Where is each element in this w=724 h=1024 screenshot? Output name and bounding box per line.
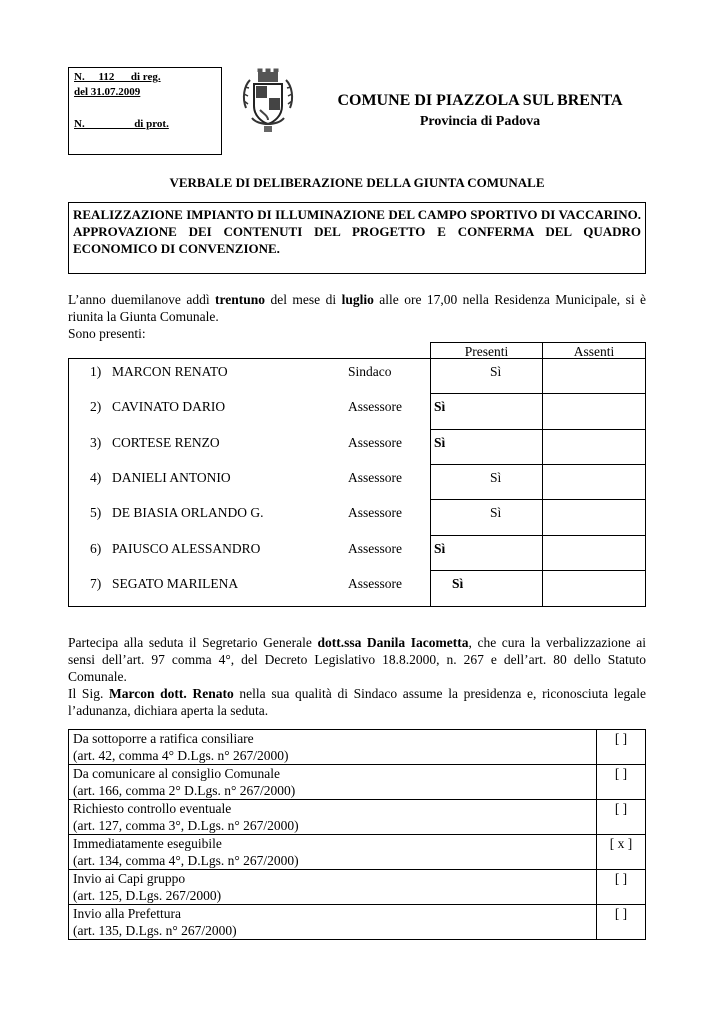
member-role: Assessore xyxy=(348,399,402,415)
attendance-row xyxy=(68,468,646,503)
member-name: MARCON RENATO xyxy=(112,364,228,379)
mayor-line-2: l’adunanza, dichiara aperta la seduta. xyxy=(68,703,269,718)
procedure-option-row xyxy=(69,730,646,765)
member-name: DANIELI ANTONIO xyxy=(112,469,231,485)
protocol-number: N. di prot. xyxy=(74,118,169,130)
cell-divider xyxy=(430,393,646,394)
procedure-option-row xyxy=(69,765,646,800)
secretary-line-1 xyxy=(68,634,646,651)
member-number: 7) xyxy=(90,575,102,591)
register-date: del 31.07.2009 xyxy=(74,86,141,98)
secretary-paragraph xyxy=(68,634,646,719)
subject-box xyxy=(68,202,646,274)
intro-line-3: Sono presenti: xyxy=(68,326,146,341)
option-reference: (art. 127, comma 3°, D.Lgs. n° 267/2000) xyxy=(73,818,299,833)
member-name: CAVINATO DARIO xyxy=(112,399,226,415)
option-title: Invio alla Prefettura xyxy=(73,906,181,921)
option-title: Invio ai Capi gruppo xyxy=(73,871,186,886)
member-role: Assessore xyxy=(348,469,402,485)
intro-month: luglio xyxy=(341,292,374,307)
member-name: CORTESE RENZO xyxy=(112,434,220,450)
member-role: Assessore xyxy=(348,434,402,450)
procedure-option-row xyxy=(69,870,646,905)
subject-text: REALIZZAZIONE IMPIANTO DI ILLUMINAZIONE DEL CAMPO SPORTIVO DI VACCARINO. APPROVAZIONE DEI CONTENUTI DEL PROGETTO E CONFERMA DEL QUADRO ECONOMICO DI CONVENZIONE. xyxy=(73,207,641,256)
option-reference: (art. 134, comma 4°, D.Lgs. n° 267/2000) xyxy=(73,853,299,868)
member-number: 6) xyxy=(90,540,102,556)
member-number: 4) xyxy=(90,469,102,485)
option-reference: (art. 166, comma 2° D.Lgs. n° 267/2000) xyxy=(73,783,296,798)
municipal-crest-icon xyxy=(240,68,296,136)
member-present-mark: Sì xyxy=(452,575,464,591)
secretary-name: dott.ssa Danila Iacometta xyxy=(317,635,469,650)
member-role: Sindaco xyxy=(348,364,392,379)
member-name: SEGATO MARILENA xyxy=(112,575,239,591)
attendance-row xyxy=(68,397,646,432)
member-number: 3) xyxy=(90,434,102,450)
procedure-option-label xyxy=(69,870,597,905)
cell-divider xyxy=(430,570,646,571)
option-title: Immediatamente eseguibile xyxy=(73,836,222,851)
member-role: Assessore xyxy=(348,575,402,591)
option-reference: (art. 135, D.Lgs. n° 267/2000) xyxy=(73,923,237,938)
member-name: PAIUSCO ALESSANDRO xyxy=(112,540,261,556)
attendance-row xyxy=(68,574,646,609)
procedure-option-label xyxy=(69,905,597,940)
option-checkbox[interactable]: [ ] xyxy=(597,905,646,940)
member-number: 1) xyxy=(90,364,102,379)
procedure-option-row xyxy=(69,835,646,870)
option-title: Richiesto controllo eventuale xyxy=(73,801,232,816)
mayor-text-b: nella sua qualità di Sindaco assume la presidenza e, riconosciuta legale xyxy=(233,686,646,701)
option-checkbox[interactable]: [ x ] xyxy=(597,835,646,870)
procedure-option-label xyxy=(69,800,597,835)
procedure-options-table xyxy=(68,729,646,940)
intro-paragraph xyxy=(68,291,646,342)
cell-divider xyxy=(430,429,646,430)
intro-day: trentuno xyxy=(215,292,266,307)
provincia-title: Provincia di Padova xyxy=(419,114,541,129)
secretary-line-2: sensi dell’art. 97 comma 4°, del Decreto Legislativo 18.8.2000, n. 267 e dell’art. 80 dello Statuto xyxy=(68,652,646,667)
procedure-option-row xyxy=(69,800,646,835)
register-box xyxy=(68,67,222,155)
member-role: Assessore xyxy=(348,540,402,556)
member-present-mark: Sì xyxy=(490,364,502,379)
option-reference: (art. 125, D.Lgs. 267/2000) xyxy=(73,888,222,903)
member-present-mark: Sì xyxy=(434,399,446,415)
procedure-option-label xyxy=(69,835,597,870)
member-number: 2) xyxy=(90,399,102,415)
attendance-row xyxy=(68,539,646,574)
member-present-mark: Sì xyxy=(490,469,502,485)
mayor-line-1 xyxy=(68,685,646,702)
mayor-text-a: Il Sig. xyxy=(68,686,109,701)
intro-line-1 xyxy=(68,291,646,308)
attendance-row xyxy=(68,362,646,397)
cell-divider xyxy=(430,464,646,465)
procedure-option-row xyxy=(69,905,646,940)
procedure-option-label xyxy=(69,730,597,765)
secretary-text-b: , che cura la verbalizzazione ai xyxy=(468,635,646,650)
member-present-mark: Sì xyxy=(434,434,446,450)
secretary-line-3: Comunale. xyxy=(68,669,127,684)
option-checkbox[interactable]: [ ] xyxy=(597,765,646,800)
option-checkbox[interactable]: [ ] xyxy=(597,870,646,905)
comune-title: COMUNE DI PIAZZOLA SUL BRENTA xyxy=(337,92,623,109)
header-presenti: Presenti xyxy=(430,342,543,359)
option-title: Da sottoporre a ratifica consiliare xyxy=(73,731,254,746)
option-checkbox[interactable]: [ ] xyxy=(597,800,646,835)
mayor-name: Marcon dott. Renato xyxy=(109,686,234,701)
register-number: N. 112 di reg. xyxy=(74,71,161,83)
header-assenti: Assenti xyxy=(542,342,646,359)
intro-text-b: del mese di xyxy=(265,292,342,307)
intro-line-2: riunita la Giunta Comunale. xyxy=(68,309,219,324)
option-title: Da comunicare al consiglio Comunale xyxy=(73,766,280,781)
attendance-row xyxy=(68,433,646,468)
procedure-option-label xyxy=(69,765,597,800)
cell-divider xyxy=(430,535,646,536)
attendance-table xyxy=(68,342,646,607)
option-checkbox[interactable]: [ ] xyxy=(597,730,646,765)
member-present-mark: Sì xyxy=(434,540,446,556)
cell-divider xyxy=(430,499,646,500)
member-number: 5) xyxy=(90,505,102,521)
option-reference: (art. 42, comma 4° D.Lgs. n° 267/2000) xyxy=(73,748,289,763)
member-name: DE BIASIA ORLANDO G. xyxy=(112,505,264,521)
intro-text-c: alle ore 17,00 nella Residenza Municipale, si è xyxy=(373,292,647,307)
member-role: Assessore xyxy=(348,505,402,521)
member-present-mark: Sì xyxy=(490,505,502,521)
attendance-row xyxy=(68,503,646,538)
document-title: VERBALE DI DELIBERAZIONE DELLA GIUNTA COMUNALE xyxy=(169,175,545,190)
intro-text-a: L’anno duemilanove addì xyxy=(68,292,216,307)
secretary-text-a: Partecipa alla seduta il Segretario Generale xyxy=(68,635,318,650)
